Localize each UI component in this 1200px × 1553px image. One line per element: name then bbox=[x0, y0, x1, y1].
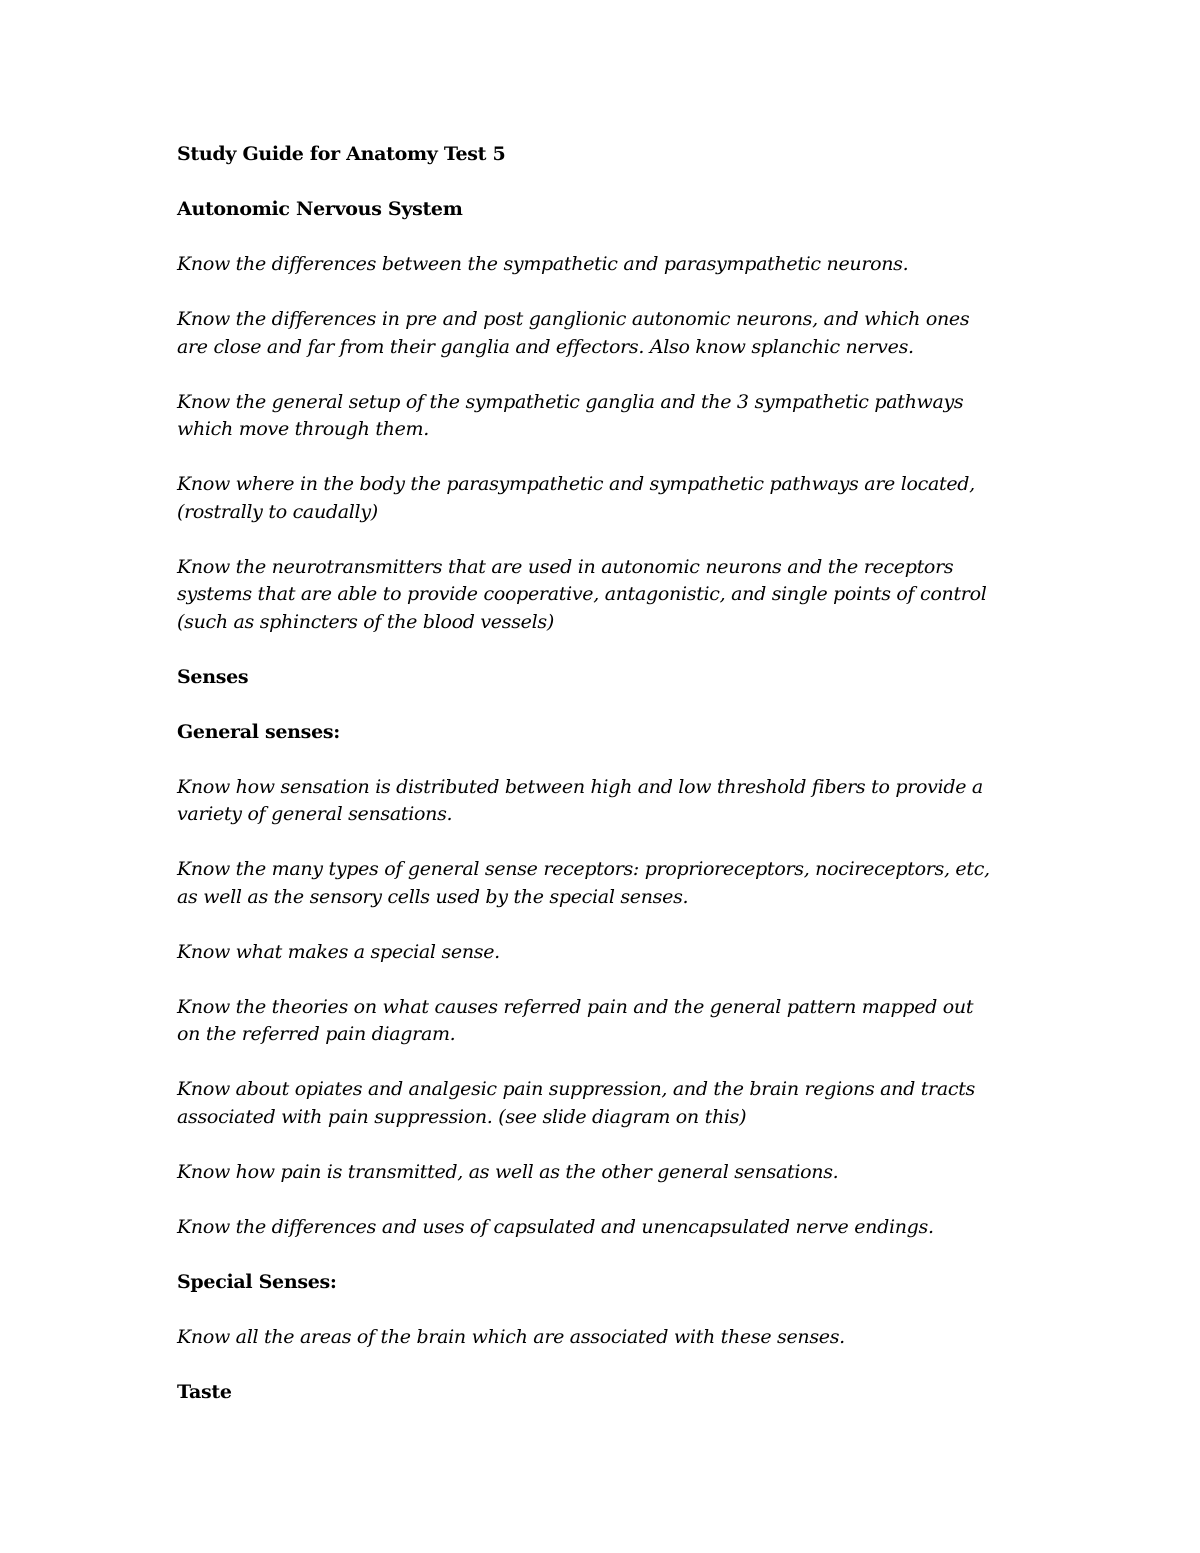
study-item-line: (rostrally to caudally) bbox=[177, 500, 378, 523]
section-heading: Taste bbox=[177, 1380, 232, 1403]
study-item-line: Know where in the body the parasympathetic and sympathetic pathways are located, bbox=[177, 473, 975, 495]
study-item-line: (such as sphincters of the blood vessels) bbox=[177, 610, 554, 633]
study-item bbox=[177, 1076, 1037, 1131]
study-item-line: are close and far from their ganglia and effectors. Also know splanchic nerves. bbox=[177, 335, 914, 358]
study-item-line: systems that are able to provide cooperative, antagonistic, and single points of control bbox=[177, 583, 987, 605]
study-item-line: Know the general setup of the sympathetic ganglia and the 3 sympathetic pathways bbox=[177, 390, 964, 413]
section-heading: General senses: bbox=[177, 720, 340, 743]
study-item-line: Know the neurotransmitters that are used in autonomic neurons and the receptors bbox=[177, 555, 954, 578]
study-item-line: Know the differences in pre and post ganglionic autonomic neurons, and which ones bbox=[177, 308, 970, 330]
study-item bbox=[177, 1324, 1037, 1352]
study-item-line: associated with pain suppression. (see slide diagram on this) bbox=[177, 1105, 747, 1128]
study-item bbox=[177, 774, 1037, 829]
study-item-line: Know all the areas of the brain which are associated with these senses. bbox=[177, 1325, 845, 1348]
study-item-line: Know what makes a special sense. bbox=[177, 940, 500, 963]
study-item bbox=[177, 306, 1037, 361]
study-item bbox=[177, 471, 1037, 526]
study-item-line: Know how pain is transmitted, as well as the other general sensations. bbox=[177, 1160, 839, 1183]
section-heading: Special Senses: bbox=[177, 1270, 337, 1293]
study-item-line: Know the theories on what causes referred pain and the general pattern mapped out bbox=[177, 995, 974, 1018]
study-item-line: as well as the sensory cells used by the special senses. bbox=[177, 885, 689, 908]
study-item bbox=[177, 994, 1037, 1049]
study-item-line: Know the many types of general sense receptors: proprioreceptors, nocireceptors, etc, bbox=[177, 858, 990, 880]
study-item-line: Know the differences between the sympathetic and parasympathetic neurons. bbox=[177, 253, 909, 275]
section-heading: Senses bbox=[177, 665, 249, 688]
document-title: Study Guide for Anatomy Test 5 bbox=[177, 143, 506, 165]
section-heading: Autonomic Nervous System bbox=[177, 198, 463, 220]
study-item-line: Know about opiates and analgesic pain suppression, and the brain regions and tracts bbox=[177, 1078, 975, 1100]
study-item-line: Know the differences and uses of capsulated and unencapsulated nerve endings. bbox=[177, 1215, 934, 1238]
study-item-line: on the referred pain diagram. bbox=[177, 1023, 456, 1045]
study-item bbox=[177, 251, 1037, 279]
study-item bbox=[177, 554, 1037, 637]
study-item-line: variety of general sensations. bbox=[177, 803, 453, 825]
study-item bbox=[177, 1214, 1037, 1242]
study-item bbox=[177, 389, 1037, 444]
study-item-line: Know how sensation is distributed between high and low threshold fibers to provide a bbox=[177, 775, 983, 798]
study-item bbox=[177, 939, 1037, 967]
study-item-line: which move through them. bbox=[177, 418, 430, 440]
study-item bbox=[177, 856, 1037, 911]
document-body bbox=[177, 141, 1037, 1406]
study-item bbox=[177, 1159, 1037, 1187]
